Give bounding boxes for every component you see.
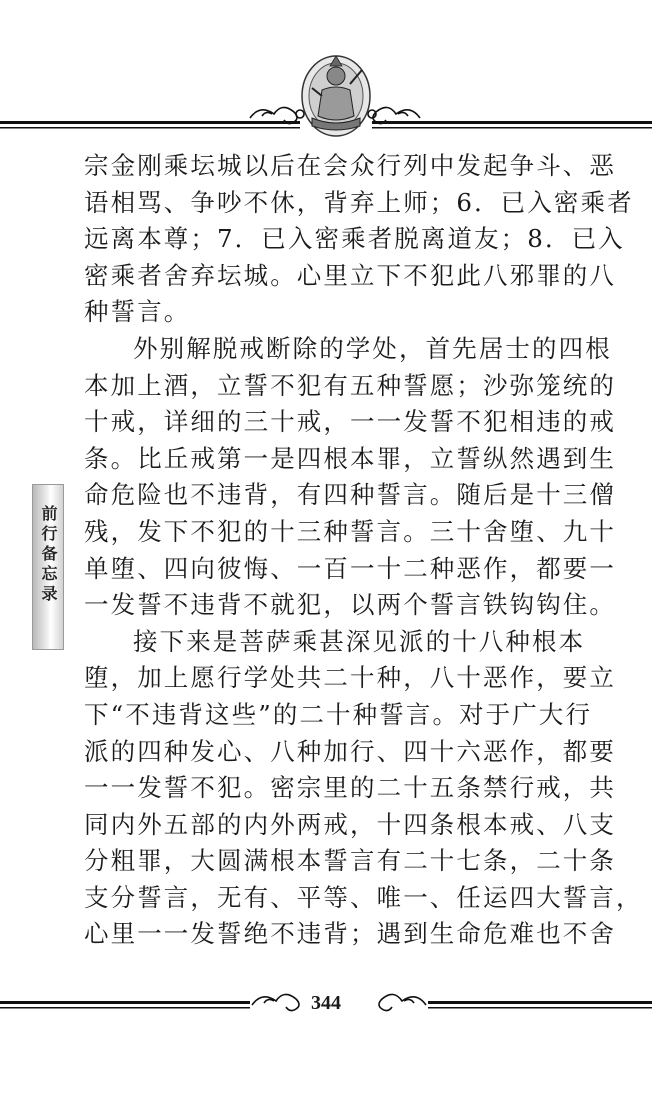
text-line: 远离本尊；7．已入密乘者脱离道友；8．已入 (84, 224, 625, 254)
text-line: 下“不违背这些”的二十种誓言。对于广大行 (84, 699, 593, 729)
text-line: 心里一一发誓绝不违背；遇到生命危难也不舍 (84, 919, 616, 949)
text-line: 密乘者舍弃坛城。心里立下不犯此八邪罪的八 (84, 260, 616, 290)
text-line: 接下来是菩萨乘甚深见派的十八种根本 (133, 626, 586, 656)
cloud-scroll-icon (379, 994, 426, 1010)
page-number: 344 (311, 992, 341, 1014)
text-line: 语相骂、争吵不休，背弃上师；6．已入密乘者 (84, 187, 634, 217)
text-line: 本加上酒，立誓不犯有五种誓愿；沙弥笼统的 (84, 370, 616, 400)
book-title-label: 前行备忘录 (39, 505, 58, 605)
text-line: 十戒，详细的三十戒，一一发誓不犯相违的戒 (84, 407, 616, 437)
page-header (0, 0, 652, 140)
body-text (84, 148, 643, 953)
text-line: 外别解脱戒断除的学处，首先居士的四根 (133, 333, 612, 363)
header-rules (0, 0, 652, 140)
cloud-scroll-icon (252, 994, 299, 1010)
text-line: 支分誓言，无有、平等、唯一、任运四大誓言， (84, 882, 643, 912)
text-line: 单堕、四向彼悔、一百一十二种恶作，都要一 (84, 553, 616, 583)
side-tab (32, 484, 64, 650)
text-line: 分粗罪，大圆满根本誓言有二十七条，二十条 (84, 846, 616, 876)
text-line: 宗金刚乘坛城以后在会众行列中发起争斗、恶 (84, 151, 616, 180)
text-line: 同内外五部的内外两戒，十四条根本戒、八支 (84, 809, 616, 839)
text-line: 一发誓不违背不就犯，以两个誓言铁钩钩住。 (84, 590, 616, 620)
text-line: 派的四种发心、八种加行、四十六恶作，都要 (84, 736, 616, 766)
text-line: 命危险也不违背，有四种誓言。随后是十三僧 (84, 480, 616, 510)
text-line: 条。比丘戒第一是四根本罪，立誓纵然遇到生 (84, 443, 616, 473)
text-line: 残，发下不犯的十三种誓言。三十舍堕、九十 (84, 516, 616, 546)
text-line: 种誓言。 (84, 297, 191, 327)
text-line: 一一发誓不犯。密宗里的二十五条禁行戒，共 (84, 773, 616, 803)
deity-figure-icon (302, 56, 370, 136)
text-line: 堕，加上愿行学处共二十种，八十恶作，要立 (84, 663, 616, 693)
